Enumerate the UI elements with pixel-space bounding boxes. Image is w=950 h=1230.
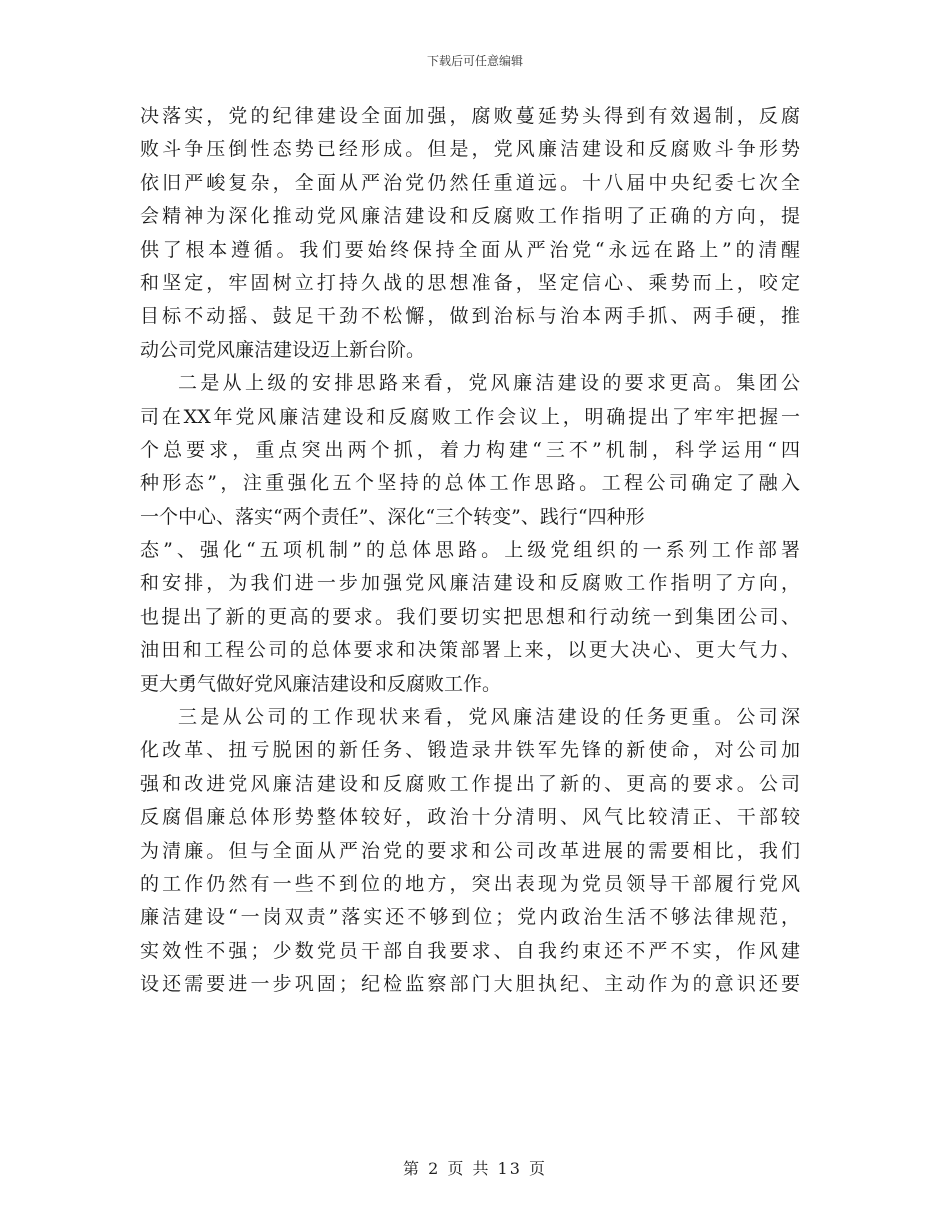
text-line: 依旧严峻复杂，全面从严治党仍然任重道远。十八届中央纪委七次全 [140,171,800,194]
text-line: 反腐倡廉总体形势整体较好，政治十分清明、风气比较清正、干部较 [140,806,800,829]
text-line: 更大勇气做好党风廉洁建设和反腐败工作。 [140,672,502,695]
text-line: 也提出了新的更高的要求。我们要切实把思想和行动统一到集团公司、 [140,605,800,628]
text-line: 设还需要进一步巩固；纪检监察部门大胆执纪、主动作为的意识还要 [140,973,800,996]
text-line: 二是从上级的安排思路来看，党风廉洁建设的要求更高。集团公 [178,372,800,395]
text-line: 种形态”，注重强化五个坚持的总体工作思路。工程公司确定了融入 [140,472,800,495]
text-line: 供了根本遵循。我们要始终保持全面从严治党“永远在路上”的清醒 [140,238,800,261]
text-line: 的工作仍然有一些不到位的地方，突出表现为党员领导干部履行党风 [140,872,800,895]
text-line: 化改革、扭亏脱困的新任务、锻造录井铁军先锋的新使命，对公司加 [140,739,800,762]
text-line: 三是从公司的工作现状来看，党风廉洁建设的任务更重。公司深 [178,706,800,729]
document-body [140,100,800,1002]
text-line: 和坚定，牢固树立打持久战的思想准备，坚定信心、乘势而上，咬定 [140,271,800,294]
text-line: 和安排，为我们进一步加强党风廉洁建设和反腐败工作指明了方向， [140,572,800,595]
text-line: 会精神为深化推动党风廉洁建设和反腐败工作指明了正确的方向，提 [140,205,800,228]
text-line: 动公司党风廉洁建设迈上新台阶。 [140,338,426,361]
text-line: 强和改进党风廉洁建设和反腐败工作提出了新的、更高的要求。公司 [140,772,800,795]
text-line: 为清廉。但与全面从严治党的要求和公司改革进展的需要相比，我们 [140,839,800,862]
text-line: 一个中心、落实“两个责任”、深化“三个转变”、践行“四种形 [140,505,645,528]
text-line: 油田和工程公司的总体要求和决策部署上来，以更大决心、更大气力、 [140,639,800,662]
text-line: 败斗争压倒性态势已经形成。但是，党风廉洁建设和反腐败斗争形势 [140,138,800,161]
page-header-note: 下载后可任意编辑 [426,54,523,68]
text-line: 态”、强化“五项机制”的总体思路。上级党组织的一系列工作部署 [140,539,800,562]
text-line: 实效性不强；少数党员干部自我要求、自我约束还不严不实，作风建 [140,939,800,962]
page-number-footer: 第 2 页 共 13 页 [403,1159,547,1178]
text-line: 司在XX年党风廉洁建设和反腐败工作会议上，明确提出了牢牢把握一 [140,405,800,428]
text-line: 决落实，党的纪律建设全面加强，腐败蔓延势头得到有效遏制，反腐 [140,105,800,127]
text-line: 廉洁建设“一岗双责”落实还不够到位；党内政治生活不够法律规范， [140,906,800,929]
text-line: 个总要求，重点突出两个抓，着力构建“三不”机制，科学运用“四 [140,438,800,461]
text-line: 目标不动摇、鼓足干劲不松懈，做到治标与治本两手抓、两手硬，推 [140,305,800,328]
